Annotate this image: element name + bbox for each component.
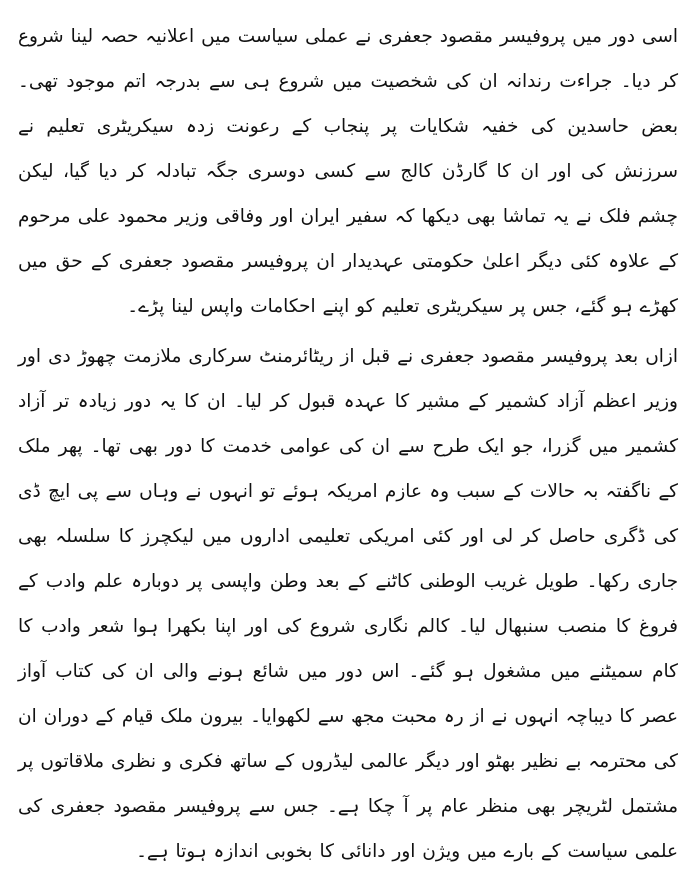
paragraph-1: اسی دور میں پروفیسر مقصود جعفری نے عملی سیاست میں اعلانیہ حصہ لینا شروع کر دیا۔ جراءت رندانہ ان کی شخصیت میں شروع ہی سے بدرجہ اتم موجود تھی۔ بعض حاسدین کی خفیہ شکایات پر پنجاب کے رعونت زدہ سیکریٹری تعلیم نے سرزنش کی اور ان کا گارڈن کالج سے کسی دوسری جگہ تبادلہ کر دیا گیا، لیکن چشم فلک نے یہ تماشا بھی دیکھا کہ سفیر ایران اور وفاقی وزیر محمود علی مرحوم کے علاوہ کئی دیگر اعلیٰ حکومتی عہدیدار ان پروفیسر مقصود جعفری کے حق میں کھڑے ہو گئے، جس پر سیکریٹری تعلیم کو اپنے احکامات واپس لینا پڑے۔	[18, 26, 678, 317]
paragraph-2: ازاں بعد پروفیسر مقصود جعفری نے قبل از ریٹائرمنٹ سرکاری ملازمت چھوڑ دی اور وزیر اعظم آزاد کشمیر کے مشیر کا عہدہ قبول کر لیا۔ ان کا یہ دور زیادہ تر آزاد کشمیر میں گزرا، جو ایک طرح سے ان کی عوامی خدمت کا دور بھی تھا۔ پھر ملک کے ناگفتہ بہ حالات کے سبب وہ عازم امریکہ ہوئے تو انہوں نے وہاں سے پی ایچ ڈی کی ڈگری حاصل کر لی اور کئی امریکی تعلیمی اداروں میں لیکچرز کا سلسلہ بھی جاری رکھا۔ طویل غریب الوطنی کاٹنے کے بعد وطن واپسی پر دوبارہ علم وادب کے فروغ کا منصب سنبھال لیا۔ کالم نگاری شروع کی اور اپنا بکھرا ہوا شعر وادب کا کام سمیٹنے میں مشغول ہو گئے۔ اس دور میں شائع ہونے والی ان کی کتاب آواز عصر کا دیباچہ انہوں نے از رہ محبت مجھ سے لکھوایا۔ بیرون ملک قیام کے دوران ان کی محترمہ بے نظیر بھٹو اور دیگر عالمی لیڈروں کے ساتھ فکری و نظری ملاقاتوں پر مشتمل لٹریچر بھی منظر عام پر آ چکا ہے۔ جس سے پروفیسر مقصود جعفری کی علمی سیاست کے بارے میں ویژن اور دانائی کا بخوبی اندازہ ہوتا ہے۔	[18, 346, 678, 862]
